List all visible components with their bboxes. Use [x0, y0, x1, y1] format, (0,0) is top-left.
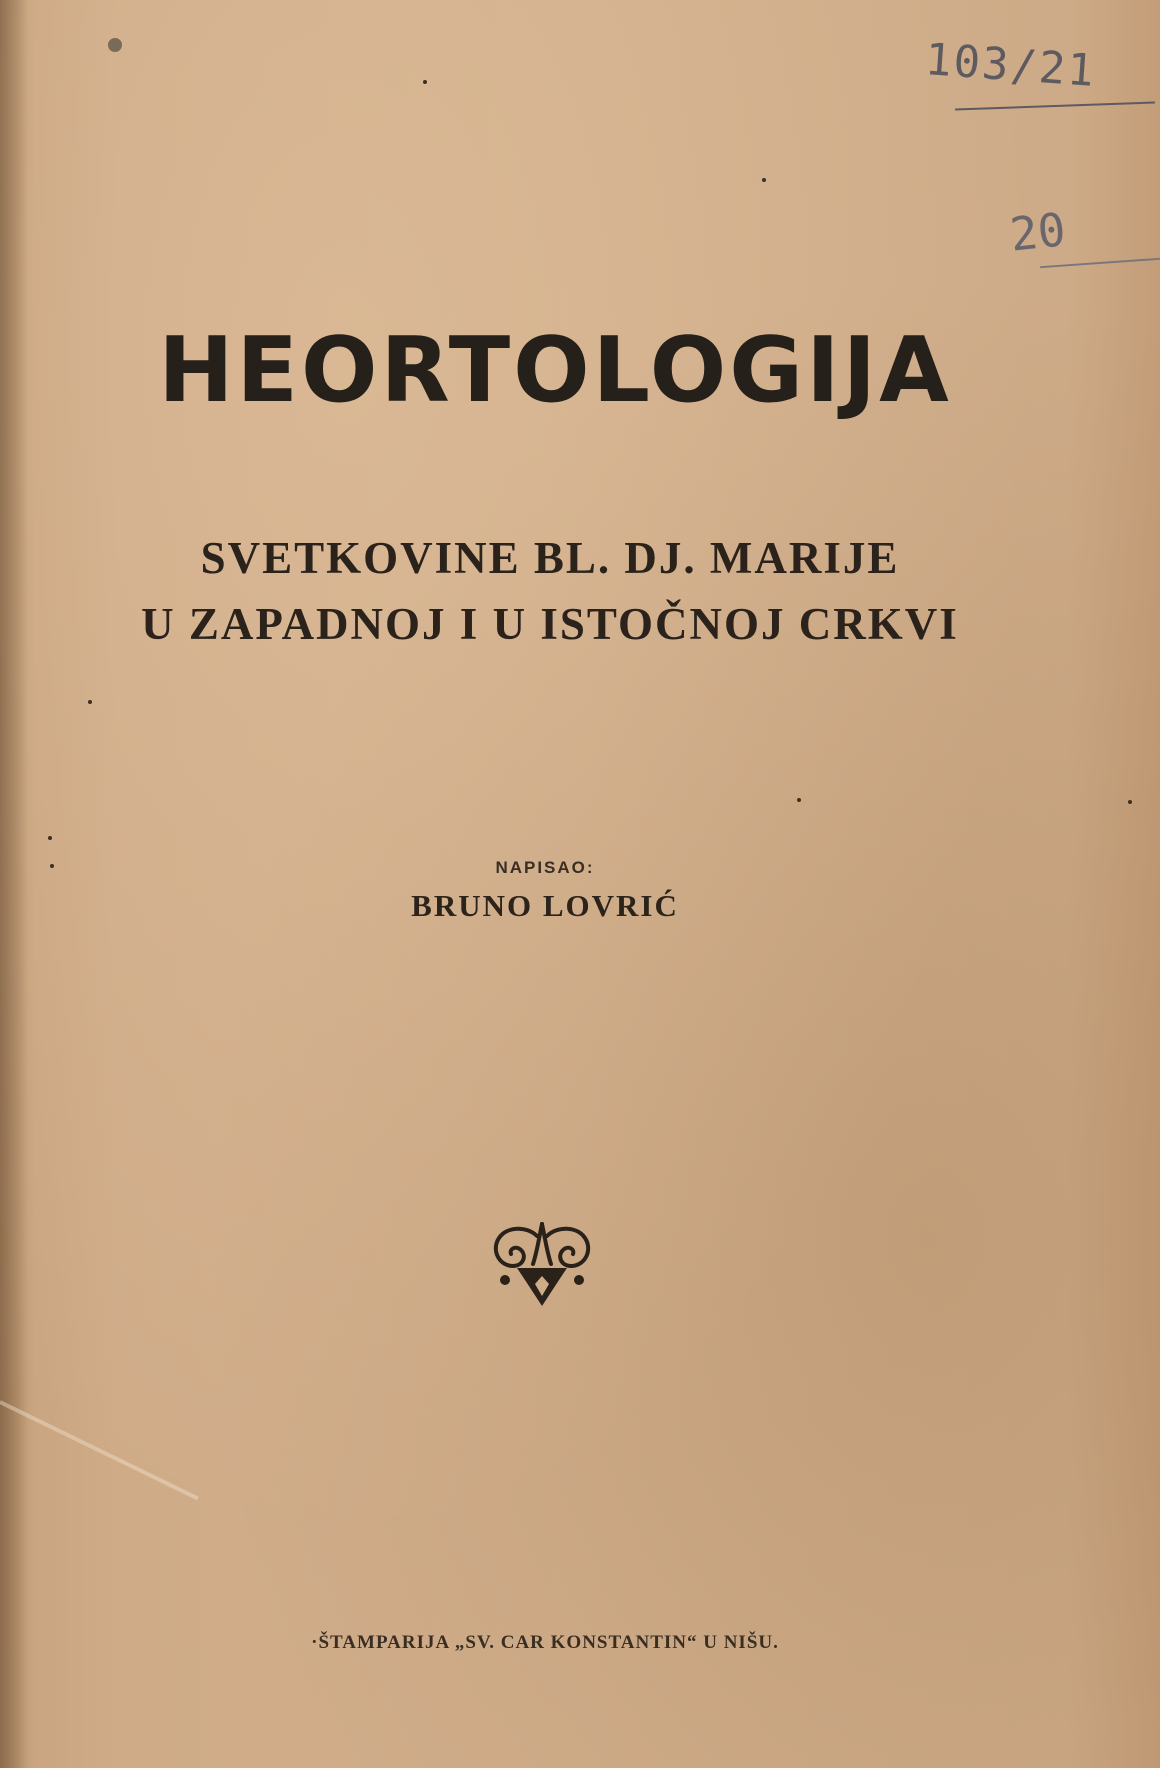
handwritten-shelfmark: 103/21 [923, 34, 1098, 97]
speck [797, 798, 801, 802]
printer-imprint: ·ŠTAMPARIJA „SV. CAR KONSTANTIN“ U NIŠU. [311, 1632, 779, 1653]
speck [423, 80, 427, 84]
handwritten-underline-2 [1040, 258, 1160, 268]
author-name: BRUNO LOVRIĆ [411, 888, 679, 923]
byline-label: NAPISAO: [495, 858, 595, 877]
speck [1128, 800, 1132, 804]
speck [762, 178, 766, 182]
speck [88, 700, 92, 704]
speck [108, 38, 122, 52]
paper-crease [0, 1400, 199, 1500]
book-title: HEORTOLOGIJA [158, 318, 952, 423]
speck [48, 836, 52, 840]
scroll-ornament-icon [487, 1218, 597, 1312]
subtitle-line-2: U ZAPADNOJ I U ISTOČNOJ CRKVI [141, 599, 959, 649]
subtitle-line-1: SVETKOVINE BL. DJ. MARIJE [200, 533, 900, 583]
spine-shadow [0, 0, 28, 1768]
handwritten-note: 20 [1007, 202, 1069, 262]
speck [50, 864, 54, 868]
handwritten-underline [955, 102, 1155, 111]
